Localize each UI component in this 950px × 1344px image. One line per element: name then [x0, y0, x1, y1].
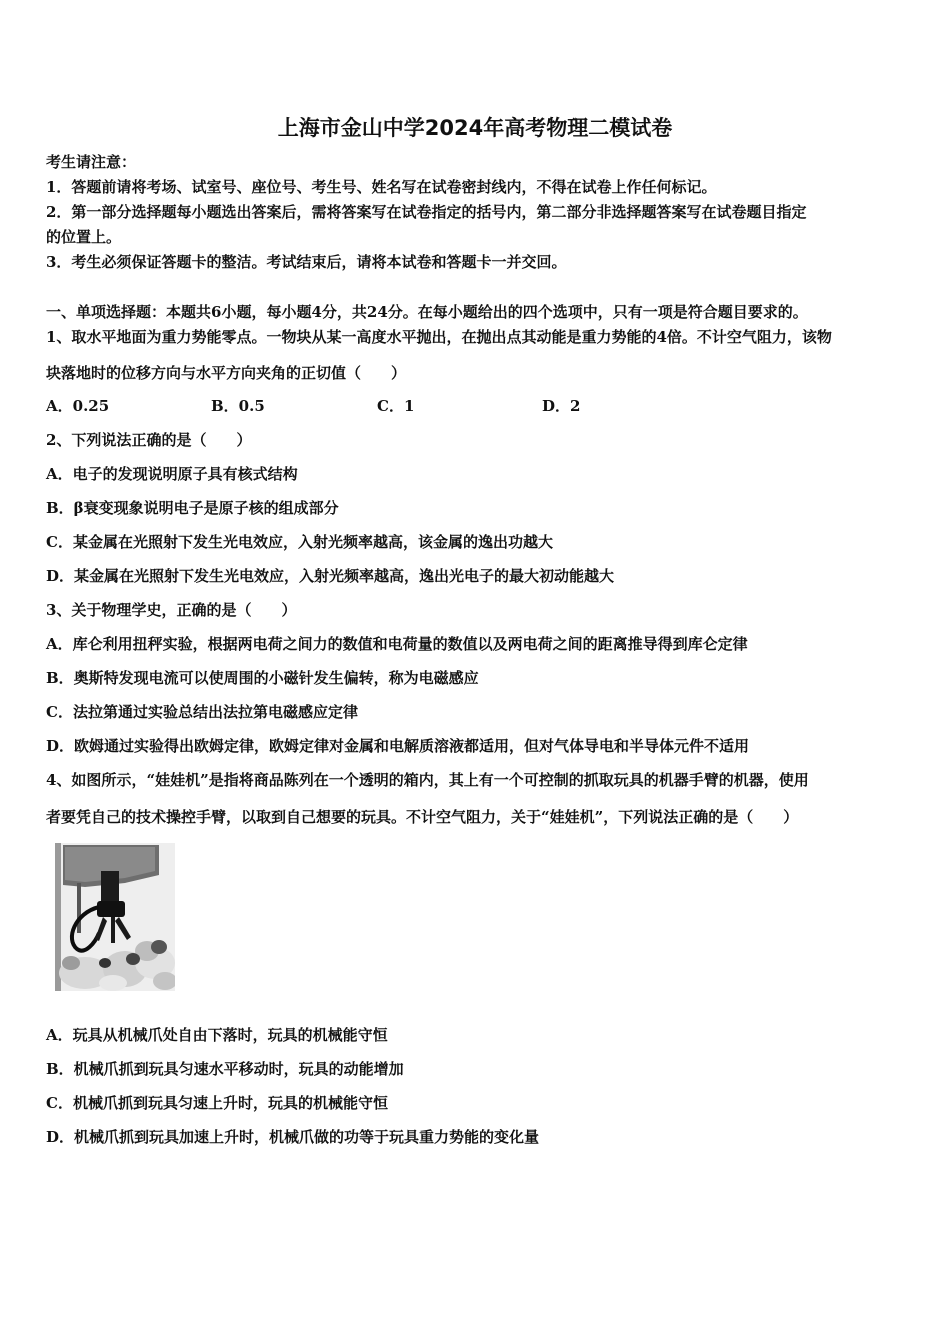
option-d: D．2 — [542, 397, 581, 415]
section-heading: 一、单项选择题：本题共6小题，每小题4分，共24分。在每小题给出的四个选项中，只有一项是符合题目要求的。 — [46, 303, 808, 321]
option-a: A．库仑利用扭秤实验，根据两电荷之间力的数值和电荷量的数值以及两电荷之间的距离推导得到库仑定律 — [46, 635, 748, 653]
page-title: 上海市金山中学2024年高考物理二模试卷 — [277, 116, 673, 140]
option-a: A．0.25 — [46, 397, 110, 415]
option-b: B．机械爪抓到玩具匀速水平移动时，玩具的动能增加 — [46, 1060, 404, 1078]
question-stem-cont: 块落地时的位移方向与水平方向夹角的正切值（ ） — [46, 364, 407, 382]
question-stem: 3、关于物理学史，正确的是（ ） — [46, 601, 297, 619]
option-b: B．β衰变现象说明电子是原子核的组成部分 — [46, 499, 339, 517]
option-b: B．0.5 — [211, 397, 265, 415]
question-stem: 1、取水平地面为重力势能零点。一物块从某一高度水平抛出，在抛出点其动能是重力势能的4倍。不计空气阻力，该物 — [46, 328, 832, 346]
notice-item-1: 1．答题前请将考场、试室号、座位号、考生号、姓名写在试卷密封线内，不得在试卷上作任何标记。 — [46, 178, 717, 196]
option-a: A．玩具从机械爪处自由下落时，玩具的机械能守恒 — [46, 1026, 388, 1044]
claw-machine-illustration — [55, 843, 175, 991]
question-stem: 4、如图所示，“娃娃机”是指将商品陈列在一个透明的箱内，其上有一个可控制的抓取玩具的机器手臂的机器，使用 — [46, 771, 809, 789]
notice-item-2: 2．第一部分选择题每小题选出答案后，需将答案写在试卷指定的括号内，第二部分非选择题答案写在试卷题目指定 — [46, 203, 807, 221]
notice-item-2-cont: 的位置上。 — [46, 228, 122, 246]
option-c: C．法拉第通过实验总结出法拉第电磁感应定律 — [46, 703, 358, 721]
notice-heading: 考生请注意： — [46, 153, 137, 171]
option-a: A．电子的发现说明原子具有核式结构 — [46, 465, 298, 483]
option-b: B．奥斯特发现电流可以使周围的小磁针发生偏转，称为电磁感应 — [46, 669, 479, 687]
option-c: C．某金属在光照射下发生光电效应，入射光频率越高，该金属的逸出功越大 — [46, 533, 553, 551]
option-c: C．机械爪抓到玩具匀速上升时，玩具的机械能守恒 — [46, 1094, 388, 1112]
question-stem-cont: 者要凭自己的技术操控手臂，以取到自己想要的玩具。不计空气阻力，关于“娃娃机”，下列说法正确的是（ ） — [46, 808, 799, 826]
option-d: D．欧姆通过实验得出欧姆定律，欧姆定律对金属和电解质溶液都适用，但对气体导电和半导体元件不适用 — [46, 737, 750, 755]
notice-item-3: 3．考生必须保证答题卡的整洁。考试结束后，请将本试卷和答题卡一并交回。 — [46, 253, 567, 271]
option-d: D．某金属在光照射下发生光电效应，入射光频率越高，逸出光电子的最大初动能越大 — [46, 567, 615, 585]
question-stem: 2、下列说法正确的是（ ） — [46, 431, 252, 449]
claw-machine-photo — [55, 843, 175, 991]
option-c: C．1 — [377, 397, 415, 415]
option-d: D．机械爪抓到玩具加速上升时，机械爪做的功等于玩具重力势能的变化量 — [46, 1128, 540, 1146]
